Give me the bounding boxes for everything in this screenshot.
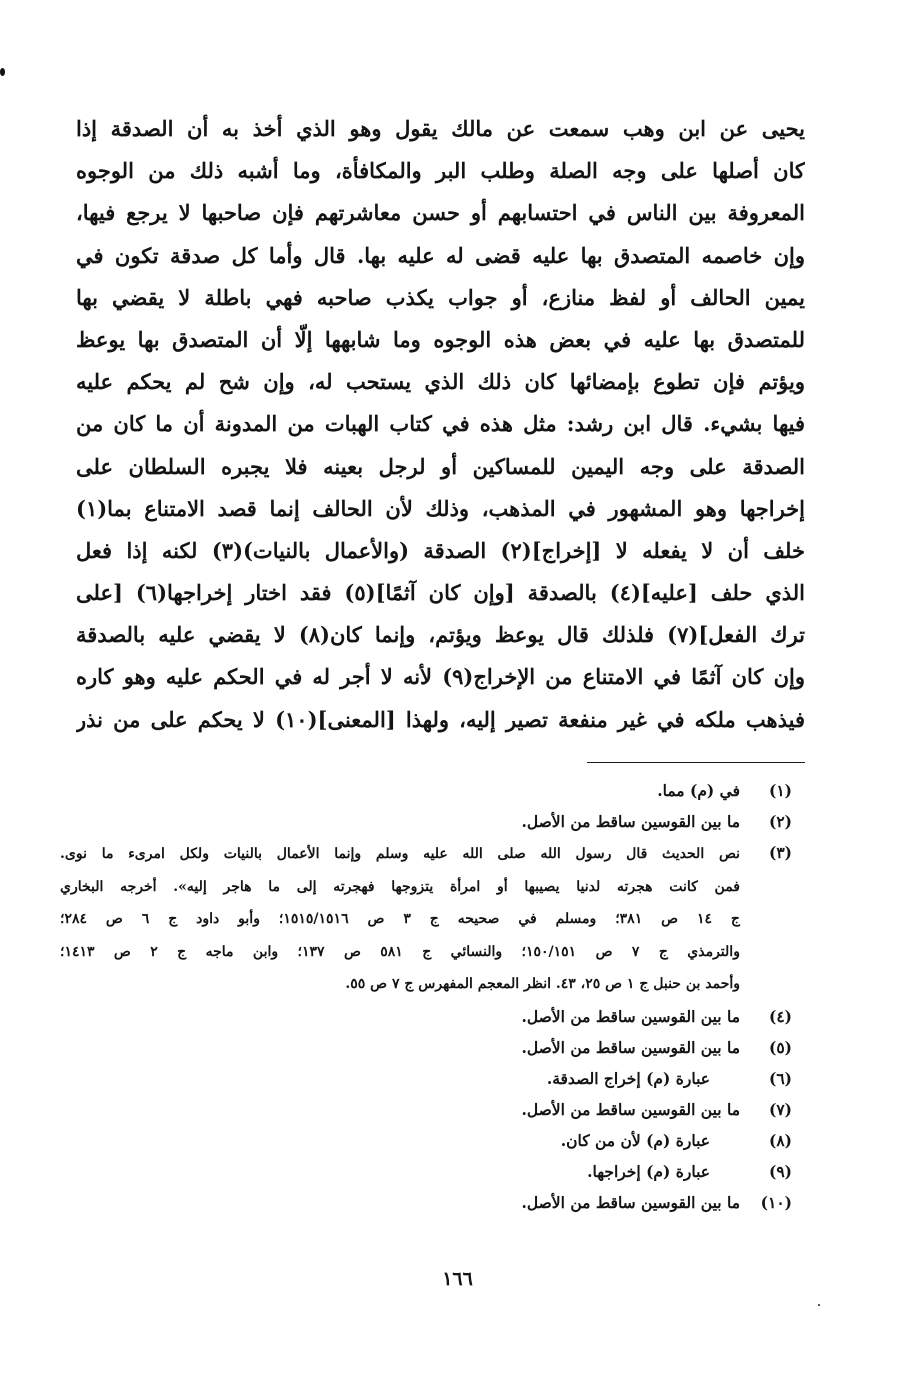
body-line: خلف أن لا يفعله لا [إخراج](٢) الصدقة (والأعمال بالنيات)(٣) لكنه إذا فعل <box>76 537 805 563</box>
footnote <box>60 775 792 806</box>
footnote-text: عبارة (م) إخراجها. <box>587 1161 710 1181</box>
footnote-line: فمن كانت هجرته لدنيا يصيبها أو امرأة يتزوجها فهجرته إلى ما هاجر إليه». أخرجه البخاري <box>60 878 740 895</box>
footnote <box>60 1032 792 1063</box>
footnote-number: (١٠) <box>760 1192 792 1212</box>
footnote-number: (٧) <box>768 1099 792 1119</box>
scan-speck <box>0 68 5 76</box>
footnote <box>60 1156 792 1187</box>
footnote-number: (٨) <box>768 1130 792 1150</box>
footnote-number: (٩) <box>768 1161 792 1181</box>
footnote <box>60 1001 792 1032</box>
footnote-number: (٣) <box>768 843 792 862</box>
body-line: وإن كان آثمًا في الامتناع من الإخراج(٩) لأنه لا أجر له في الحكم عليه وهو كاره <box>76 664 805 690</box>
page-number: ١٦٦ <box>442 1268 473 1290</box>
body-line: ترك الفعل](٧) فلذلك قال يوعظ ويؤتم، وإنما كان(٨) لا يقضي عليه بالصدقة <box>76 622 805 648</box>
footnote-text: ما بين القوسين ساقط من الأصل. <box>521 1037 740 1057</box>
footnote-text: ما بين القوسين ساقط من الأصل. <box>521 1192 740 1212</box>
footnote <box>60 1094 792 1125</box>
footnote-number: (١) <box>768 781 792 800</box>
footnote-text: ما بين القوسين ساقط من الأصل. <box>521 1006 740 1026</box>
footnote-line: نص الحديث قال رسول الله صلى الله عليه وسلم وإنما الأعمال بالنيات ولكل امرىء ما نوى. <box>60 846 740 862</box>
footnote-number: (٥) <box>768 1037 792 1057</box>
footnote-line: وأحمد بن حنبل ج ١ ص ٢٥، ٤٣. انظر المعجم المفهرس ج ٧ ص ٥٥. <box>345 976 740 992</box>
footnote-line: والترمذي ج ٧ ص ١٥٠/١٥١؛ والنسائي ج ٥٨١ ص ١٣٧؛ وابن ماجه ج ٢ ص ١٤١٣؛ <box>60 943 740 960</box>
body-line: وإن خاصمه المتصدق بها عليه قضى له عليه بها. قال وأما كل صدقة تكون في <box>76 242 805 268</box>
body-line: يحيى عن ابن وهب سمعت عن مالك يقول وهو الذي أخذ به أن الصدقة إذا <box>76 116 805 141</box>
body-line: ويؤتم فإن تطوع بإمضائها كان ذلك الذي يستحب له، وإن شح لم يحكم عليه <box>76 369 805 395</box>
footnote-text: في (م) مما. <box>657 781 740 800</box>
footnote-text: عبارة (م) لأن من كان. <box>560 1130 710 1150</box>
footnote-text <box>60 838 740 1001</box>
footnote <box>60 1187 792 1218</box>
footnotes <box>60 775 792 1218</box>
body-line: يمين الحالف أو لفظ منازع، أو جواب يكذب صاحبه فهي باطلة لا يقضي بها <box>76 284 805 310</box>
footnote-text: ما بين القوسين ساقط من الأصل. <box>521 812 740 831</box>
footnote-text: عبارة (م) إخراج الصدقة. <box>546 1068 710 1088</box>
footnote-line: ج ١٤ ص ٣٨١؛ ومسلم في صحيحه ج ٣ ص ١٥١٥/١٥١٦؛ وأبو داود ج ٦ ص ٢٨٤؛ <box>60 911 740 927</box>
footnote <box>60 1125 792 1156</box>
body-line: فيذهب ملكه في غير منفعة تصير إليه، ولهذا [المعنى](١٠) لا يحكم على من نذر <box>76 706 805 732</box>
footnote-separator <box>587 762 805 763</box>
body-line: فيها بشيء. قال ابن رشد: مثل هذه في كتاب الهبات من المدونة أن ما كان من <box>76 411 805 437</box>
footnote-number: (٤) <box>768 1006 792 1026</box>
footnote-text: ما بين القوسين ساقط من الأصل. <box>521 1099 740 1119</box>
body-line: الذي حلف [عليه](٤) بالصدقة [وإن كان آثمًا](٥) فقد اختار إخراجها(٦) [على <box>76 580 805 606</box>
footnote-number: (٢) <box>768 812 792 831</box>
footnote <box>60 806 792 837</box>
footnote <box>60 1063 792 1094</box>
body-line: الصدقة على وجه اليمين للمساكين أو لرجل بعينه فلا يجبره السلطان على <box>76 453 805 479</box>
body-line: للمتصدق بها عليه في بعض هذه الوجوه وما شابهها إلّا أن المتصدق بها يوعظ <box>76 326 805 352</box>
main-text <box>76 108 805 741</box>
body-line: إخراجها وهو المشهور في المذهب، وذلك لأن الحالف إنما قصد الامتناع بما(١) <box>76 495 805 521</box>
body-line: المعروفة بين الناس في احتسابهم أو حسن معاشرتهم فإن صاحبها لا يرجع فيها، <box>76 200 805 226</box>
body-line: كان أصلها على وجه الصلة وطلب البر والمكافأة، وما أشبه ذلك من الوجوه <box>76 158 805 184</box>
scan-speck <box>818 1304 820 1306</box>
footnote-number: (٦) <box>768 1068 792 1088</box>
footnote <box>60 837 792 1001</box>
